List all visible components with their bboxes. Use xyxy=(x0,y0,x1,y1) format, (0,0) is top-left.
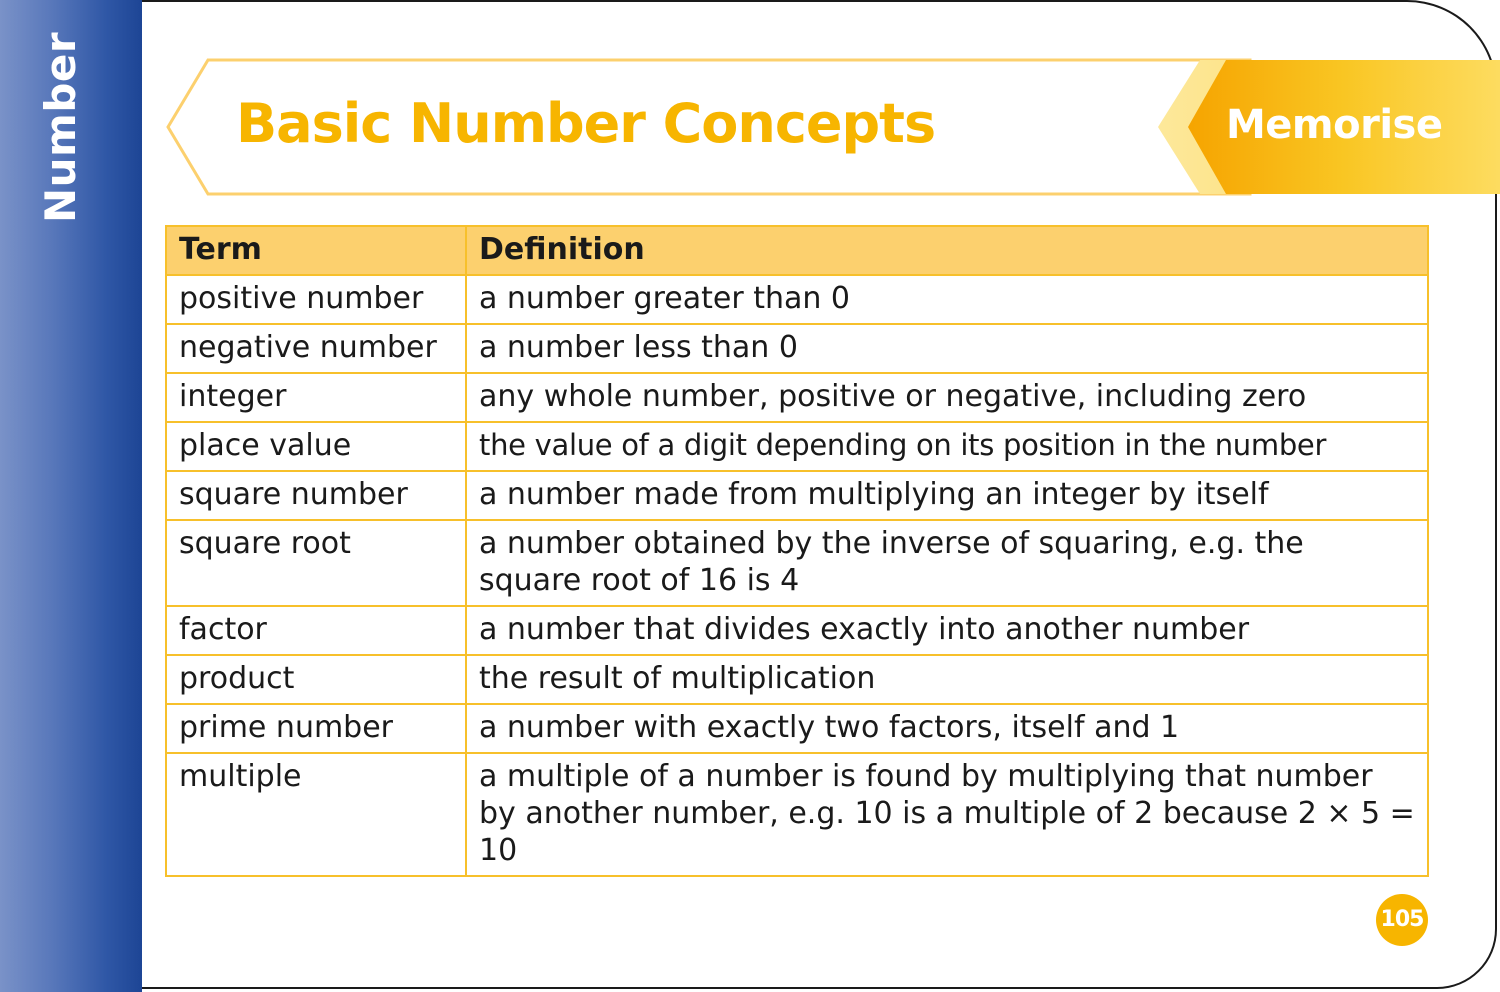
column-header-term: Term xyxy=(166,226,466,275)
page-title: Basic Number Concepts xyxy=(236,92,936,155)
definition-cell: a number obtained by the inverse of squaring, e.g. the square root of 16 is 4 xyxy=(466,520,1428,606)
definition-cell: a number less than 0 xyxy=(466,324,1428,373)
term-cell: multiple xyxy=(166,753,466,876)
table-row xyxy=(166,471,1428,520)
term-cell: product xyxy=(166,655,466,704)
table-row xyxy=(166,422,1428,471)
term-cell: square number xyxy=(166,471,466,520)
page-number-badge: 105 xyxy=(1376,894,1428,946)
term-cell: positive number xyxy=(166,275,466,324)
table-row xyxy=(166,606,1428,655)
definition-cell: a number that divides exactly into another number xyxy=(466,606,1428,655)
table-row xyxy=(166,704,1428,753)
table-row xyxy=(166,275,1428,324)
definitions-table xyxy=(165,225,1429,877)
table-row xyxy=(166,324,1428,373)
term-cell: negative number xyxy=(166,324,466,373)
table-row xyxy=(166,520,1428,606)
column-header-definition: Definition xyxy=(466,226,1428,275)
definition-cell: a number greater than 0 xyxy=(466,275,1428,324)
definition-cell: the value of a digit depending on its position in the number xyxy=(466,422,1428,471)
term-cell: prime number xyxy=(166,704,466,753)
table-header-row xyxy=(166,226,1428,275)
definition-cell: a number with exactly two factors, itself and 1 xyxy=(466,704,1428,753)
definition-cell: any whole number, positive or negative, including zero xyxy=(466,373,1428,422)
table-row xyxy=(166,753,1428,876)
term-cell: place value xyxy=(166,422,466,471)
side-tab-label: Number xyxy=(36,31,85,223)
table-row xyxy=(166,655,1428,704)
definition-cell: the result of multiplication xyxy=(466,655,1428,704)
memorise-badge: Memorise xyxy=(1226,102,1443,148)
table-row xyxy=(166,373,1428,422)
definition-cell: a multiple of a number is found by multiplying that number by another number, e.g. 10 is a multiple of 2 because 2 × 5 = 10 xyxy=(466,753,1428,876)
term-cell: factor xyxy=(166,606,466,655)
definition-cell: a number made from multiplying an integer by itself xyxy=(466,471,1428,520)
term-cell: integer xyxy=(166,373,466,422)
term-cell: square root xyxy=(166,520,466,606)
